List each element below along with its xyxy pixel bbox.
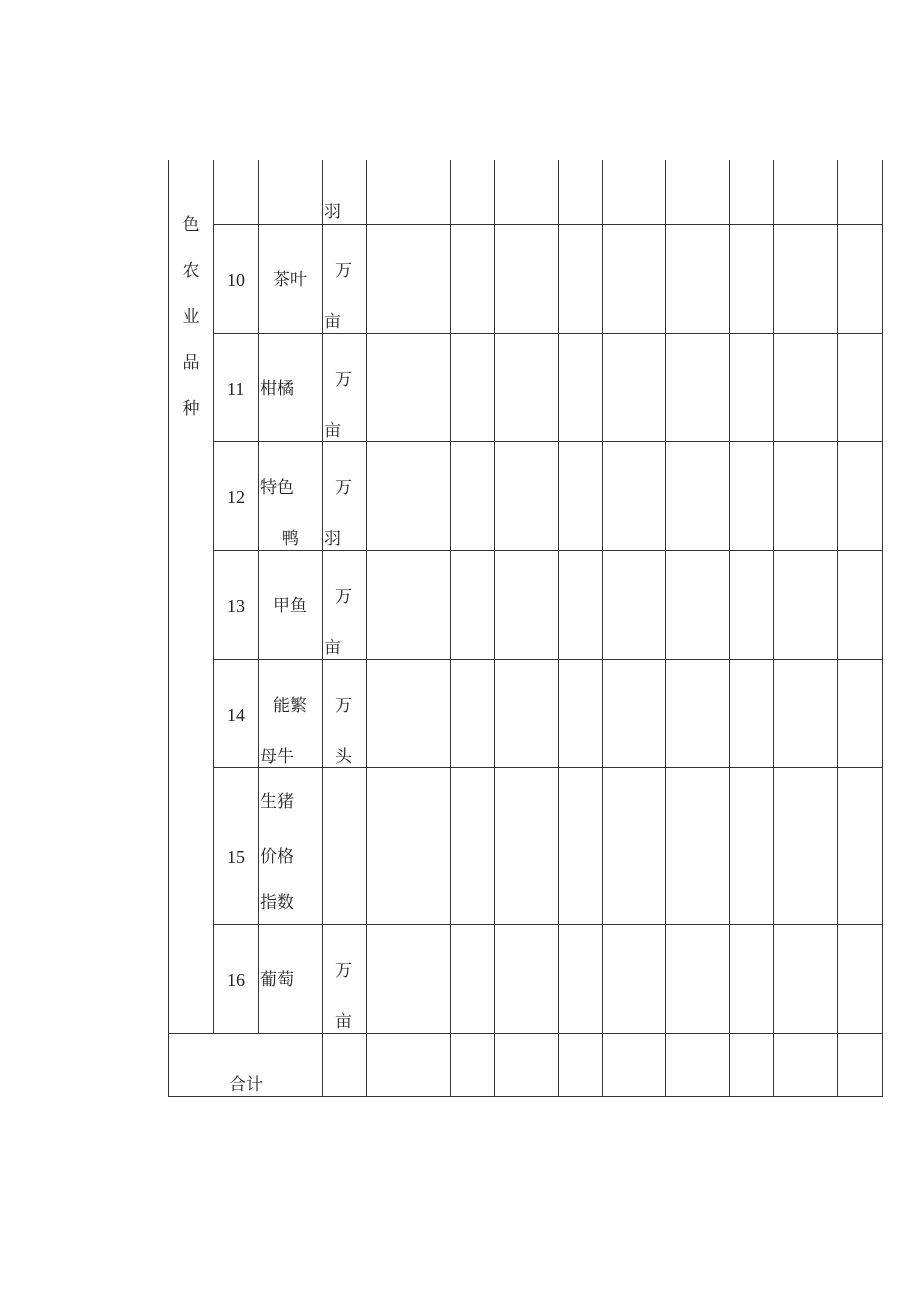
unit-cell: 亩 [324, 312, 341, 332]
unit-cell: 万 [335, 961, 352, 981]
table-border-left [168, 160, 169, 1097]
unit-cell: 万 [335, 696, 352, 716]
unit-cell: 羽 [324, 529, 341, 549]
column-divider [366, 160, 367, 1097]
table-border-right [882, 160, 883, 1097]
row-number: 16 [227, 970, 245, 990]
row-number: 11 [227, 379, 245, 399]
unit-cell: 亩 [324, 421, 341, 441]
column-divider [558, 160, 559, 1097]
category-char: 种 [182, 399, 200, 419]
item-name: 甲鱼 [273, 596, 307, 616]
unit-cell: 万 [335, 370, 352, 390]
column-divider [322, 160, 323, 1097]
item-name: 葡萄 [260, 970, 294, 990]
item-name: 生猪 [260, 792, 294, 812]
column-divider [665, 160, 666, 1097]
row-divider [168, 1033, 882, 1034]
item-name: 母牛 [260, 747, 294, 767]
category-char: 色 [182, 215, 200, 235]
category-char: 品 [182, 353, 200, 373]
row-divider [213, 924, 882, 925]
item-name: 能繁 [273, 696, 307, 716]
row-number: 12 [227, 487, 245, 507]
row-divider [213, 659, 882, 660]
category-label [180, 202, 202, 432]
column-divider [450, 160, 451, 1097]
row-divider [213, 767, 882, 768]
category-char: 农 [182, 261, 200, 281]
unit-cell: 羽 [324, 202, 341, 222]
item-name: 鸭 [282, 529, 299, 549]
row-number: 14 [227, 705, 245, 725]
column-divider [213, 160, 214, 1033]
unit-cell: 头 [335, 747, 352, 767]
row-divider [213, 550, 882, 551]
row-number: 15 [227, 847, 245, 867]
row-divider [213, 333, 882, 334]
unit-cell: 万 [335, 587, 352, 607]
item-name: 指数 [260, 893, 294, 913]
unit-cell: 万 [335, 261, 352, 281]
table-border-bottom [168, 1096, 882, 1097]
category-char: 业 [182, 307, 200, 327]
row-divider [213, 441, 882, 442]
item-name: 茶叶 [273, 270, 307, 290]
unit-cell: 万 [335, 478, 352, 498]
column-divider [602, 160, 603, 1097]
row-number: 13 [227, 596, 245, 616]
column-divider [773, 160, 774, 1097]
unit-cell: 亩 [324, 638, 341, 658]
row-divider [213, 224, 882, 225]
column-divider [258, 160, 259, 1033]
item-name: 特色 [260, 478, 294, 498]
item-name: 价格 [260, 847, 294, 867]
column-divider [729, 160, 730, 1097]
column-divider [837, 160, 838, 1097]
item-name: 柑橘 [260, 379, 294, 399]
total-row-label: 合计 [229, 1075, 263, 1095]
unit-cell: 亩 [335, 1012, 352, 1032]
column-divider [494, 160, 495, 1097]
row-number: 10 [227, 270, 245, 290]
